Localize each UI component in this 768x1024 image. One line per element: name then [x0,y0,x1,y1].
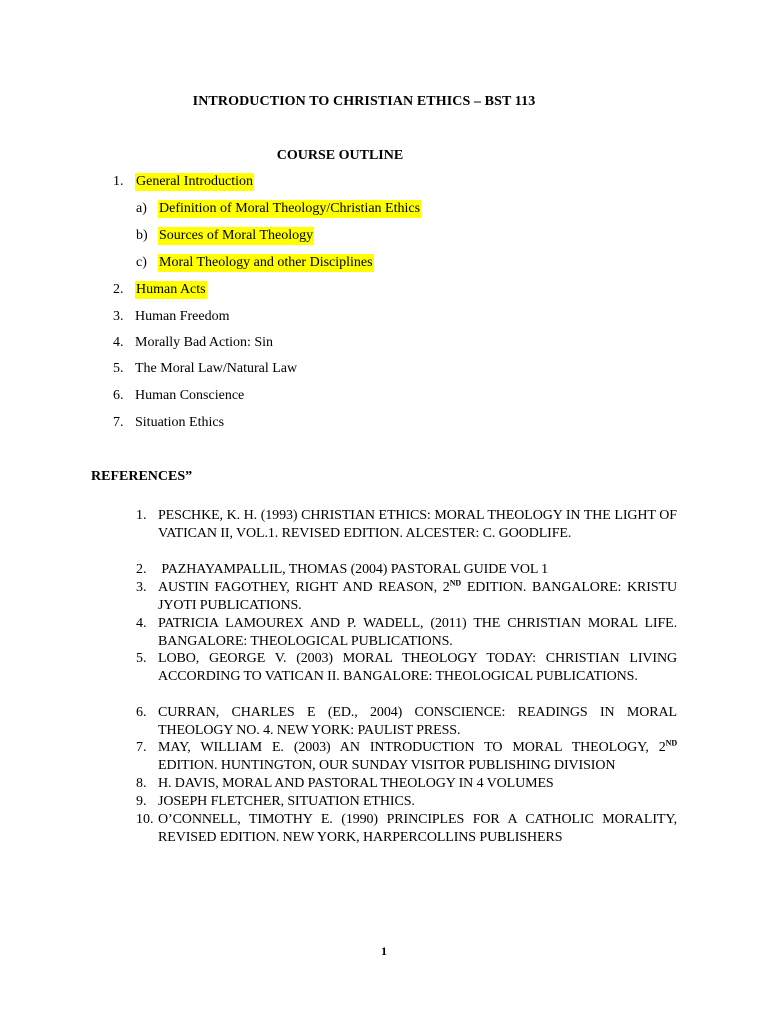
reference-text: JOSEPH FLETCHER, SITUATION ETHICS. [158,794,415,809]
outline-item-text: Human Freedom [135,309,230,324]
reference-text: LOBO, GEORGE V. (2003) MORAL THEOLOGY TODAY: CHRISTIAN LIVING ACCORDING TO VATICAN II. BANGALORE: THEOLOGICAL PUBLICATIONS. [158,651,677,684]
reference-number: 7. [136,740,147,755]
outline-item-number: 5. [113,361,124,376]
reference-text [158,739,677,775]
reference-item [136,579,677,615]
outline-item-number: 1. [113,174,124,189]
reference-text-part: AUSTIN FAGOTHEY, RIGHT AND REASON, 2 [158,580,450,595]
reference-item [136,650,677,686]
reference-item [136,793,677,811]
reference-number: 10. [136,812,154,827]
reference-number: 3. [136,580,147,595]
reference-item [136,775,677,793]
reference-text: CURRAN, CHARLES E (ED., 2004) CONSCIENCE: READINGS IN MORAL THEOLOGY NO. 4. NEW YORK: PAULIST PRESS. [158,705,677,738]
outline-item-text: Sources of Moral Theology [159,228,314,243]
outline-item-text: Human Conscience [135,388,245,403]
course-outline-heading-text: COURSE OUTLINE [276,148,404,163]
reference-item [136,811,677,847]
outline-item-number: 3. [113,309,124,324]
outline-item-number: 4. [113,335,124,350]
outline-item-text: General Introduction [136,174,254,189]
outline-item-number: b) [136,228,148,243]
reference-item [136,561,677,579]
superscript: ND [449,578,462,588]
reference-item [136,704,677,740]
reference-text: H. DAVIS, MORAL AND PASTORAL THEOLOGY IN 4 VOLUMES [158,776,554,791]
reference-item [136,615,677,651]
document-title-text: INTRODUCTION TO CHRISTIAN ETHICS – BST 113 [192,94,536,109]
reference-number: 9. [136,794,147,809]
outline-item-text: Moral Theology and other Disciplines [159,255,373,270]
outline-item-text: Human Acts [136,282,206,297]
reference-text-part: EDITION. HUNTINGTON, OUR SUNDAY VISITOR PUBLISHING DIVISION [158,757,616,773]
superscript: ND [665,738,677,748]
reference-text [158,579,677,615]
outline-item-text: Situation Ethics [135,415,225,430]
reference-number: 5. [136,651,147,666]
reference-text-part: EDITION. BANGALORE: KRISTU JYOTI PUBLICATIONS. [158,580,677,613]
reference-item [136,507,677,543]
outline-item-text: Morally Bad Action: Sin [135,335,274,350]
outline-item-text: The Moral Law/Natural Law [135,361,298,376]
references-heading: REFERENCES” [91,469,193,484]
page-number-text: 1 [381,944,387,958]
document-title [0,94,768,110]
course-outline-heading [0,148,768,164]
reference-number: 8. [136,776,147,791]
reference-number: 1. [136,508,147,523]
reference-number: 2. [136,562,147,577]
outline-item-text: Definition of Moral Theology/Christian Ethics [159,201,421,216]
reference-text: O’CONNELL, TIMOTHY E. (1990) PRINCIPLES FOR A CATHOLIC MORALITY, REVISED EDITION. NEW YORK, HARPERCOLLINS PUBLISHERS [158,812,677,845]
outline-item-number: 2. [113,282,124,297]
reference-text: PESCHKE, K. H. (1993) CHRISTIAN ETHICS: MORAL THEOLOGY IN THE LIGHT OF VATICAN II, VOL.1. REVISED EDITION. ALCESTER: C. GOODLIFE. [158,508,677,541]
reference-item [136,739,677,775]
outline-item-number: 6. [113,388,124,403]
reference-text: PAZHAYAMPALLIL, THOMAS (2004) PASTORAL GUIDE VOL 1 [158,562,549,577]
reference-text: PATRICIA LAMOUREX AND P. WADELL, (2011) THE CHRISTIAN MORAL LIFE. BANGALORE: THEOLOGICAL PUBLICATIONS. [158,616,677,649]
reference-number: 4. [136,616,147,631]
reference-text-part: MAY, WILLIAM E. (2003) AN INTRODUCTION TO MORAL THEOLOGY, 2 [158,740,666,755]
outline-item-number: a) [136,201,147,216]
outline-item-number: c) [136,255,147,270]
page-number [0,944,768,959]
reference-number: 6. [136,705,147,720]
outline-item-number: 7. [113,415,124,430]
